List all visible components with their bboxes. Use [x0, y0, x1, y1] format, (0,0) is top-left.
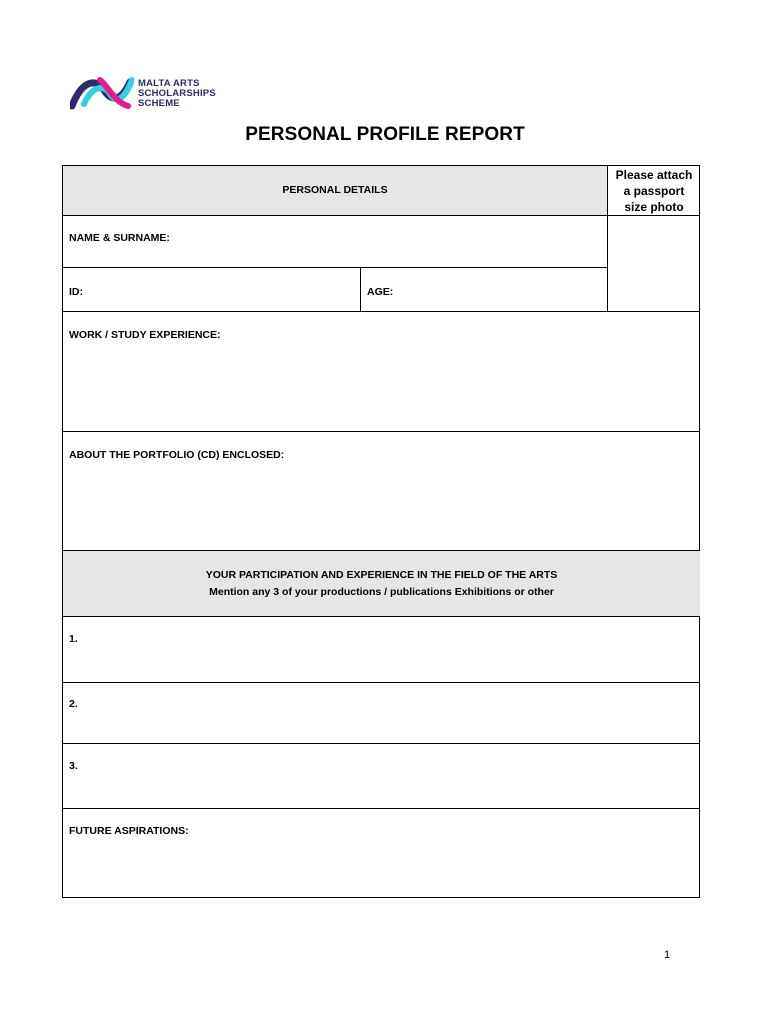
work-experience-label: WORK / STUDY EXPERIENCE: [69, 329, 221, 341]
participation-item-1[interactable] [63, 616, 700, 683]
photo-instruction-line-3: size photo [624, 200, 684, 214]
age-field[interactable] [360, 267, 608, 312]
logo-text [138, 79, 216, 109]
id-field[interactable] [63, 267, 361, 312]
portfolio-label: ABOUT THE PORTFOLIO (CD) ENCLOSED: [69, 449, 285, 461]
participation-item-2-label: 2. [69, 698, 78, 710]
profile-form [62, 165, 700, 898]
photo-instruction-cell [607, 166, 700, 216]
photo-instruction-line-2: a passport [623, 184, 685, 198]
work-experience-field[interactable] [63, 311, 700, 432]
page-number: 1 [664, 949, 671, 961]
photo-instruction-line-1: Please attach [615, 168, 693, 182]
future-aspirations-label: FUTURE ASPIRATIONS: [69, 825, 189, 837]
name-field[interactable] [63, 215, 608, 268]
participation-item-3[interactable] [63, 743, 700, 809]
participation-instruction: Mention any 3 of your productions / publications Exhibitions or other [209, 586, 554, 598]
age-label: AGE: [367, 286, 394, 298]
personal-details-header [63, 166, 608, 216]
portfolio-field[interactable] [63, 431, 700, 551]
logo-line-2: SCHOLARSHIPS [138, 88, 216, 99]
name-label: NAME & SURNAME: [69, 232, 170, 244]
participation-item-1-label: 1. [69, 633, 78, 645]
participation-item-3-label: 3. [69, 760, 78, 772]
participation-item-2[interactable] [63, 682, 700, 744]
logo-line-3: SCHEME [138, 98, 180, 109]
photo-instruction [608, 167, 700, 215]
photo-box[interactable] [607, 215, 700, 312]
logo [70, 74, 260, 114]
logo-wave-icon [70, 76, 134, 110]
future-aspirations-field[interactable] [63, 808, 700, 898]
personal-details-title: PERSONAL DETAILS [282, 184, 388, 196]
participation-header [63, 550, 700, 617]
id-label: ID: [69, 286, 83, 298]
page-title: PERSONAL PROFILE REPORT [245, 124, 525, 145]
logo-line-1: MALTA ARTS [138, 78, 200, 89]
participation-title: YOUR PARTICIPATION AND EXPERIENCE IN THE FIELD OF THE ARTS [205, 569, 558, 581]
